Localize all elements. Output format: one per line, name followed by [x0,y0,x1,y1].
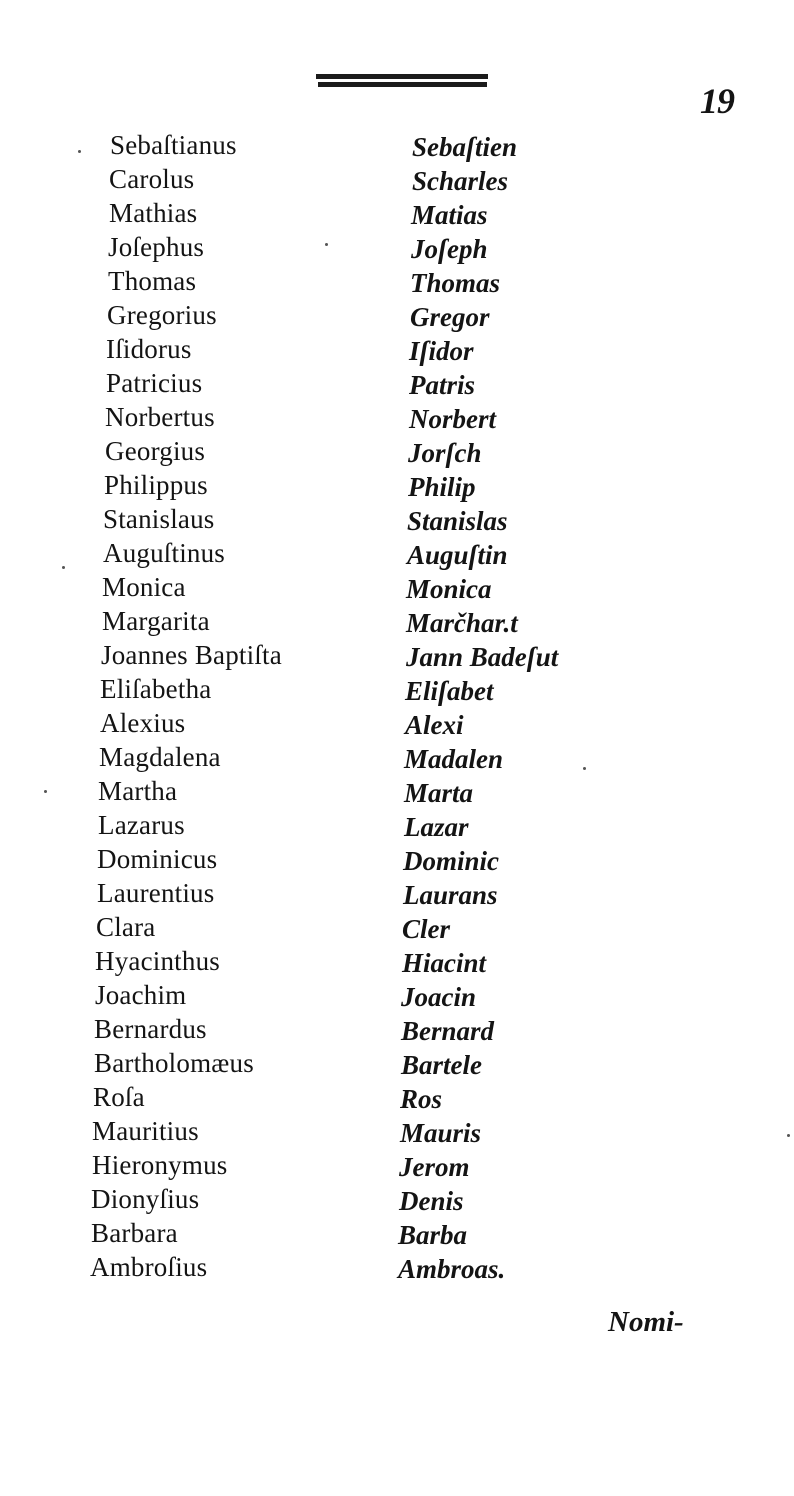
name-row [0,740,794,774]
name-row [0,332,794,366]
vernacular-name: Jann Badeſut [406,642,559,672]
name-row [0,502,794,536]
latin-name: Lazarus [98,810,185,840]
name-row [0,774,794,808]
name-row [0,570,794,604]
vernacular-name: Philip [408,472,476,502]
name-row [0,264,794,298]
name-row [0,128,794,162]
name-row [0,1182,794,1216]
paper-speck [325,243,328,246]
vernacular-name: Marčhar.t [406,608,518,638]
name-row [0,842,794,876]
name-row [0,400,794,434]
latin-name: Bartholomæus [94,1048,254,1078]
name-row [0,808,794,842]
vernacular-name: Dominic [403,846,500,876]
name-row [0,196,794,230]
vernacular-name: Barba [398,1220,468,1250]
vernacular-name: Mauris [400,1118,482,1148]
latin-name: Monica [102,572,186,602]
latin-name: Martha [98,776,178,806]
name-row [0,366,794,400]
paper-speck [44,790,47,793]
name-row [0,978,794,1012]
vernacular-name: Sebaſtien [412,132,517,162]
name-row [0,230,794,264]
name-row [0,876,794,910]
name-row [0,1148,794,1182]
vernacular-name: Jerom [399,1152,470,1182]
vernacular-name: Patris [409,370,476,400]
name-row [0,434,794,468]
latin-name: Eliſabetha [100,674,212,704]
name-row [0,604,794,638]
latin-name: Clara [96,912,156,942]
latin-name: Thomas [108,266,197,296]
latin-name: Joannes Baptiſta [101,640,282,670]
name-row [0,1080,794,1114]
vernacular-name: Bartele [401,1050,482,1080]
latin-name: Joachim [95,980,187,1010]
header-rule [316,74,488,88]
latin-name: Joſephus [108,232,205,262]
vernacular-name: Matias [411,200,488,230]
vernacular-name: Thomas [410,268,501,298]
latin-name: Alexius [100,708,186,738]
vernacular-name: Iſidor [409,336,474,366]
latin-name: Magdalena [99,742,221,772]
vernacular-name: Cler [402,914,451,944]
vernacular-name: Lazar [404,812,469,842]
name-row [0,910,794,944]
latin-name: Sebaſtianus [110,130,237,160]
latin-name: Mauritius [92,1116,199,1146]
latin-name: Ambroſius [90,1252,208,1282]
vernacular-name: Denis [399,1186,464,1216]
name-row [0,1250,794,1284]
latin-name: Dominicus [97,844,218,874]
name-row [0,672,794,706]
name-row [0,1216,794,1250]
vernacular-name: Ros [400,1084,443,1114]
name-row [0,298,794,332]
vernacular-name: Norbert [409,404,496,434]
header-rule-bottom-bar [318,82,487,87]
latin-name: Bernardus [94,1014,207,1044]
latin-name: Stanislaus [103,504,215,534]
name-row [0,162,794,196]
latin-name: Georgius [105,436,206,466]
vernacular-name: Bernard [401,1016,495,1046]
vernacular-name: Scharles [412,166,509,196]
paper-speck [787,1134,790,1137]
catchword: Nomi- [608,1306,684,1338]
name-row [0,944,794,978]
latin-name: Barbara [91,1218,178,1248]
header-rule-top-bar [316,74,488,79]
name-row [0,1046,794,1080]
paper-speck [583,767,586,770]
latin-name: Gregorius [107,300,217,330]
vernacular-name: Auguſtin [407,540,508,570]
vernacular-name: Jorſch [408,438,482,468]
name-row [0,536,794,570]
vernacular-name: Hiacint [402,948,487,978]
latin-name: Mathias [109,198,198,228]
latin-name: Dionyſius [91,1184,200,1214]
name-row [0,638,794,672]
latin-name: Hieronymus [92,1150,228,1180]
latin-name: Auguſtinus [103,538,226,568]
name-row [0,1012,794,1046]
latin-name: Patricius [106,368,203,398]
vernacular-name: Gregor [410,302,490,332]
paper-speck [62,566,65,569]
vernacular-name: Marta [404,778,474,808]
latin-name: Hyacinthus [95,946,220,976]
name-list [0,128,794,1284]
vernacular-name: Madalen [404,744,504,774]
vernacular-name: Joſeph [411,234,488,264]
vernacular-name: Stanislas [407,506,508,536]
name-row [0,1114,794,1148]
vernacular-name: Joacin [401,982,477,1012]
name-row [0,468,794,502]
latin-name: Philippus [104,470,208,500]
latin-name: Iſidorus [106,334,192,364]
vernacular-name: Eliſabet [405,676,494,706]
vernacular-name: Ambroas. [398,1254,506,1284]
latin-name: Margarita [102,606,210,636]
latin-name: Roſa [93,1082,145,1112]
latin-name: Laurentius [97,878,215,908]
name-row [0,706,794,740]
vernacular-name: Alexi [405,710,464,740]
vernacular-name: Laurans [403,880,498,910]
latin-name: Carolus [109,164,195,194]
page-number: 19 [700,81,734,121]
vernacular-name: Monica [406,574,492,604]
latin-name: Norbertus [105,402,215,432]
paper-speck [78,150,81,153]
